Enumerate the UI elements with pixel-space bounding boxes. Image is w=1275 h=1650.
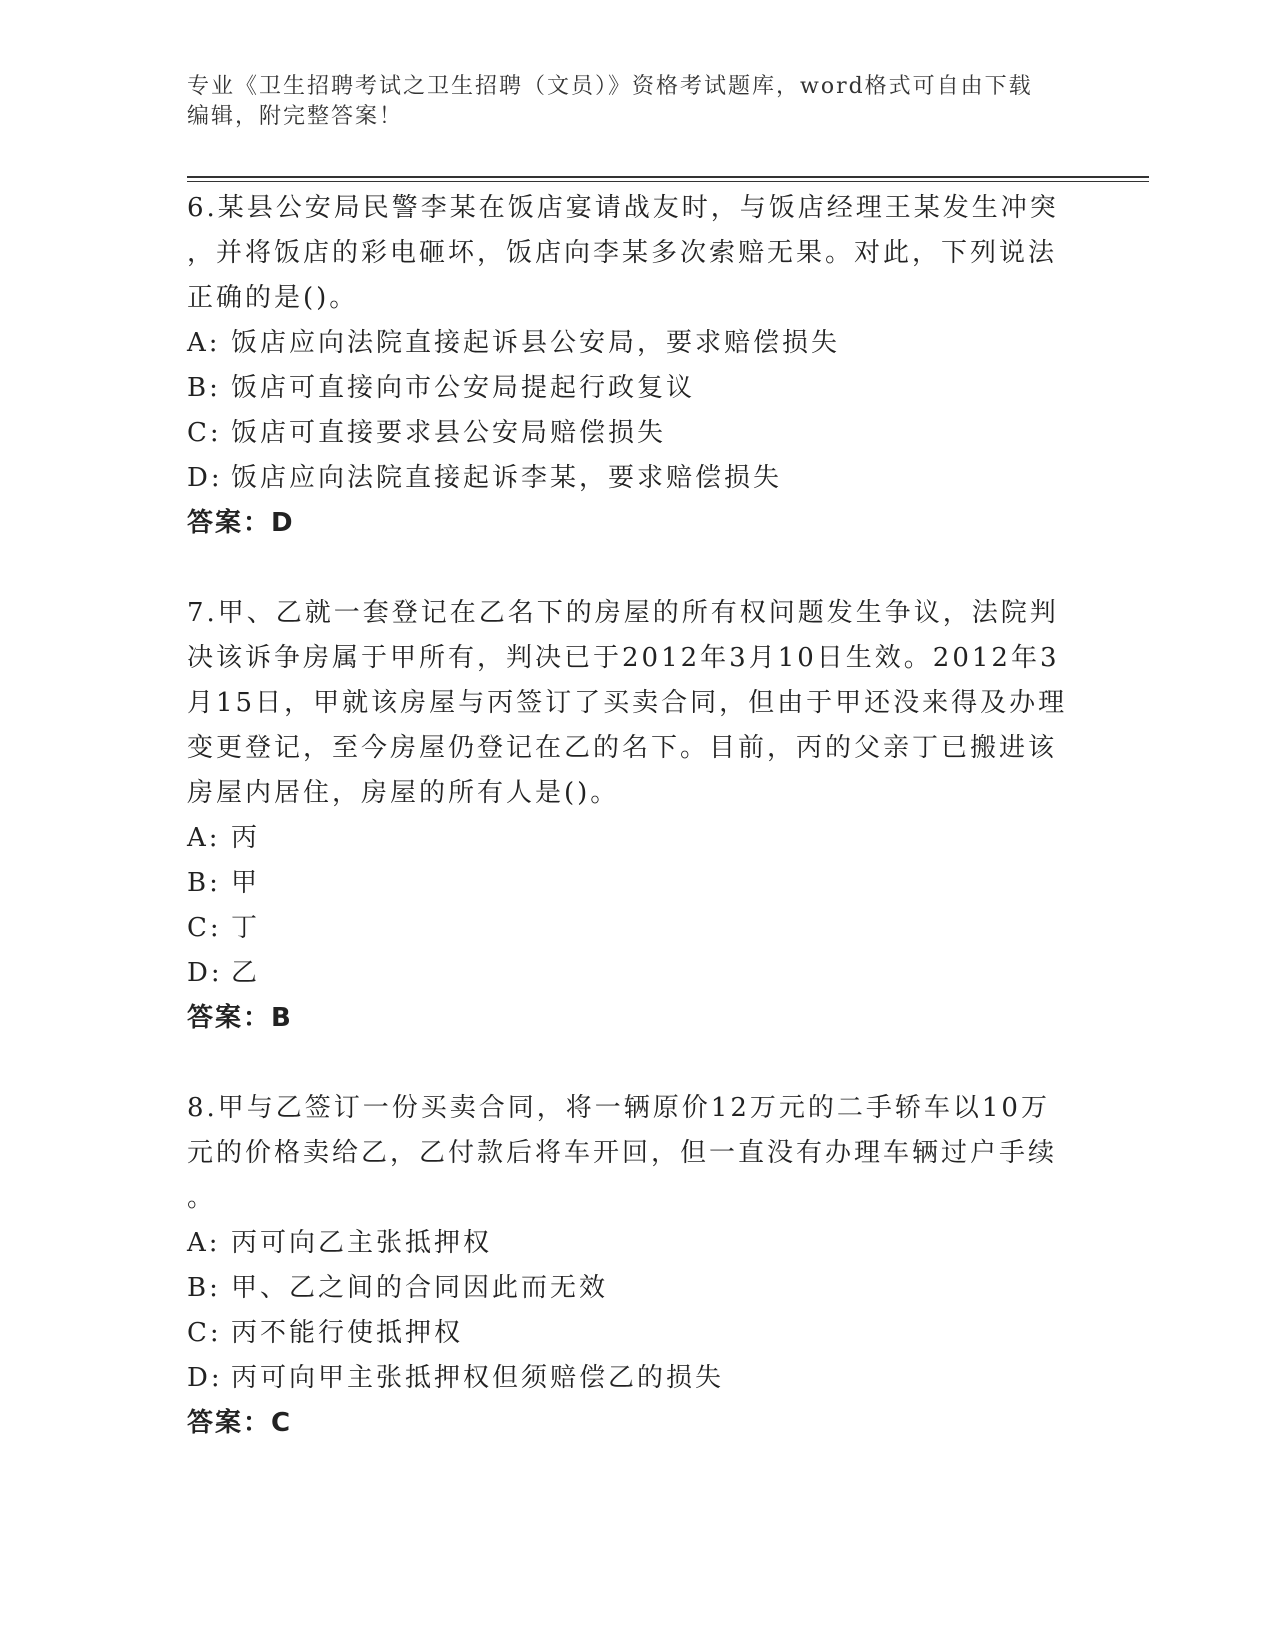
spacer <box>187 1041 1087 1086</box>
answer-label: 答案：D <box>187 508 295 538</box>
header-rule-thin <box>187 181 1149 182</box>
option-text: 饭店可直接要求县公安局赔偿损失 <box>231 418 667 448</box>
question-stem-line: 元的价格卖给乙，乙付款后将车开回，但一直没有办理车辆过户手续 <box>187 1138 1058 1168</box>
spacer <box>187 546 1087 591</box>
header-line-2: 编辑，附完整答案！ <box>187 104 404 129</box>
question-8 <box>187 1086 1087 1446</box>
header-rule-thick <box>187 176 1149 178</box>
option-text: 饭店应向法院直接起诉县公安局，要求赔偿损失 <box>231 328 841 358</box>
option-d <box>187 1356 1087 1401</box>
option-c <box>187 1311 1087 1356</box>
option-text: 甲、乙之间的合同因此而无效 <box>231 1273 609 1303</box>
option-b <box>187 1266 1087 1311</box>
option-a <box>187 1221 1087 1266</box>
option-a <box>187 321 1087 366</box>
option-letter: B: <box>187 868 221 898</box>
option-c <box>187 906 1087 951</box>
option-letter: D: <box>187 463 223 493</box>
option-text: 丙可向甲主张抵押权但须赔偿乙的损失 <box>231 1363 725 1393</box>
option-letter: D: <box>187 958 223 988</box>
option-text: 甲 <box>231 868 261 898</box>
question-stem-line: 决该诉争房属于甲所有，判决已于2012年3月10日生效。2012年3 <box>187 643 1060 673</box>
question-stem-line: 8.甲与乙签订一份买卖合同，将一辆原价12万元的二手轿车以10万 <box>187 1093 1050 1123</box>
option-text: 饭店可直接向市公安局提起行政复议 <box>231 373 696 403</box>
option-text: 饭店应向法院直接起诉李某，要求赔偿损失 <box>231 463 783 493</box>
question-stem-line: 变更登记，至今房屋仍登记在乙的名下。目前，丙的父亲丁已搬进该 <box>187 733 1058 763</box>
question-stem-line: 7.甲、乙就一套登记在乙名下的房屋的所有权问题发生争议，法院判 <box>187 598 1059 628</box>
option-text: 乙 <box>231 958 261 988</box>
option-text: 丙不能行使抵押权 <box>231 1318 464 1348</box>
option-c <box>187 411 1087 456</box>
option-letter: C: <box>187 418 222 448</box>
option-letter: A: <box>187 1228 221 1258</box>
answer-label: 答案：C <box>187 1408 293 1438</box>
header-line-1: 专业《卫生招聘考试之卫生招聘（文员）》资格考试题库，word格式可自由下载 <box>187 74 1033 99</box>
option-b <box>187 366 1087 411</box>
option-d <box>187 951 1087 996</box>
answer-label: 答案：B <box>187 1003 293 1033</box>
question-6 <box>187 186 1087 546</box>
question-list <box>187 186 1087 1446</box>
option-text: 丁 <box>231 913 261 943</box>
option-letter: B: <box>187 373 221 403</box>
option-a <box>187 816 1087 861</box>
question-stem-line: 月15日，甲就该房屋与丙签订了买卖合同，但由于甲还没来得及办理 <box>187 688 1068 718</box>
option-text: 丙可向乙主张抵押权 <box>231 1228 493 1258</box>
question-stem-line: ，并将饭店的彩电砸坏，饭店向李某多次索赔无果。对此，下列说法 <box>187 238 1058 268</box>
question-stem-line: 房屋内居住，房屋的所有人是()。 <box>187 778 620 808</box>
option-letter: B: <box>187 1273 221 1303</box>
question-stem-line: 正确的是()。 <box>187 283 359 313</box>
option-d <box>187 456 1087 501</box>
option-text: 丙 <box>231 823 261 853</box>
option-b <box>187 861 1087 906</box>
question-stem-line: 。 <box>187 1183 217 1213</box>
question-stem-line: 6.某县公安局民警李某在饭店宴请战友时，与饭店经理王某发生冲突 <box>187 193 1059 223</box>
option-letter: C: <box>187 1318 222 1348</box>
option-letter: C: <box>187 913 222 943</box>
question-7 <box>187 591 1087 1041</box>
option-letter: A: <box>187 823 221 853</box>
page-header <box>187 72 1067 132</box>
option-letter: D: <box>187 1363 223 1393</box>
option-letter: A: <box>187 328 221 358</box>
